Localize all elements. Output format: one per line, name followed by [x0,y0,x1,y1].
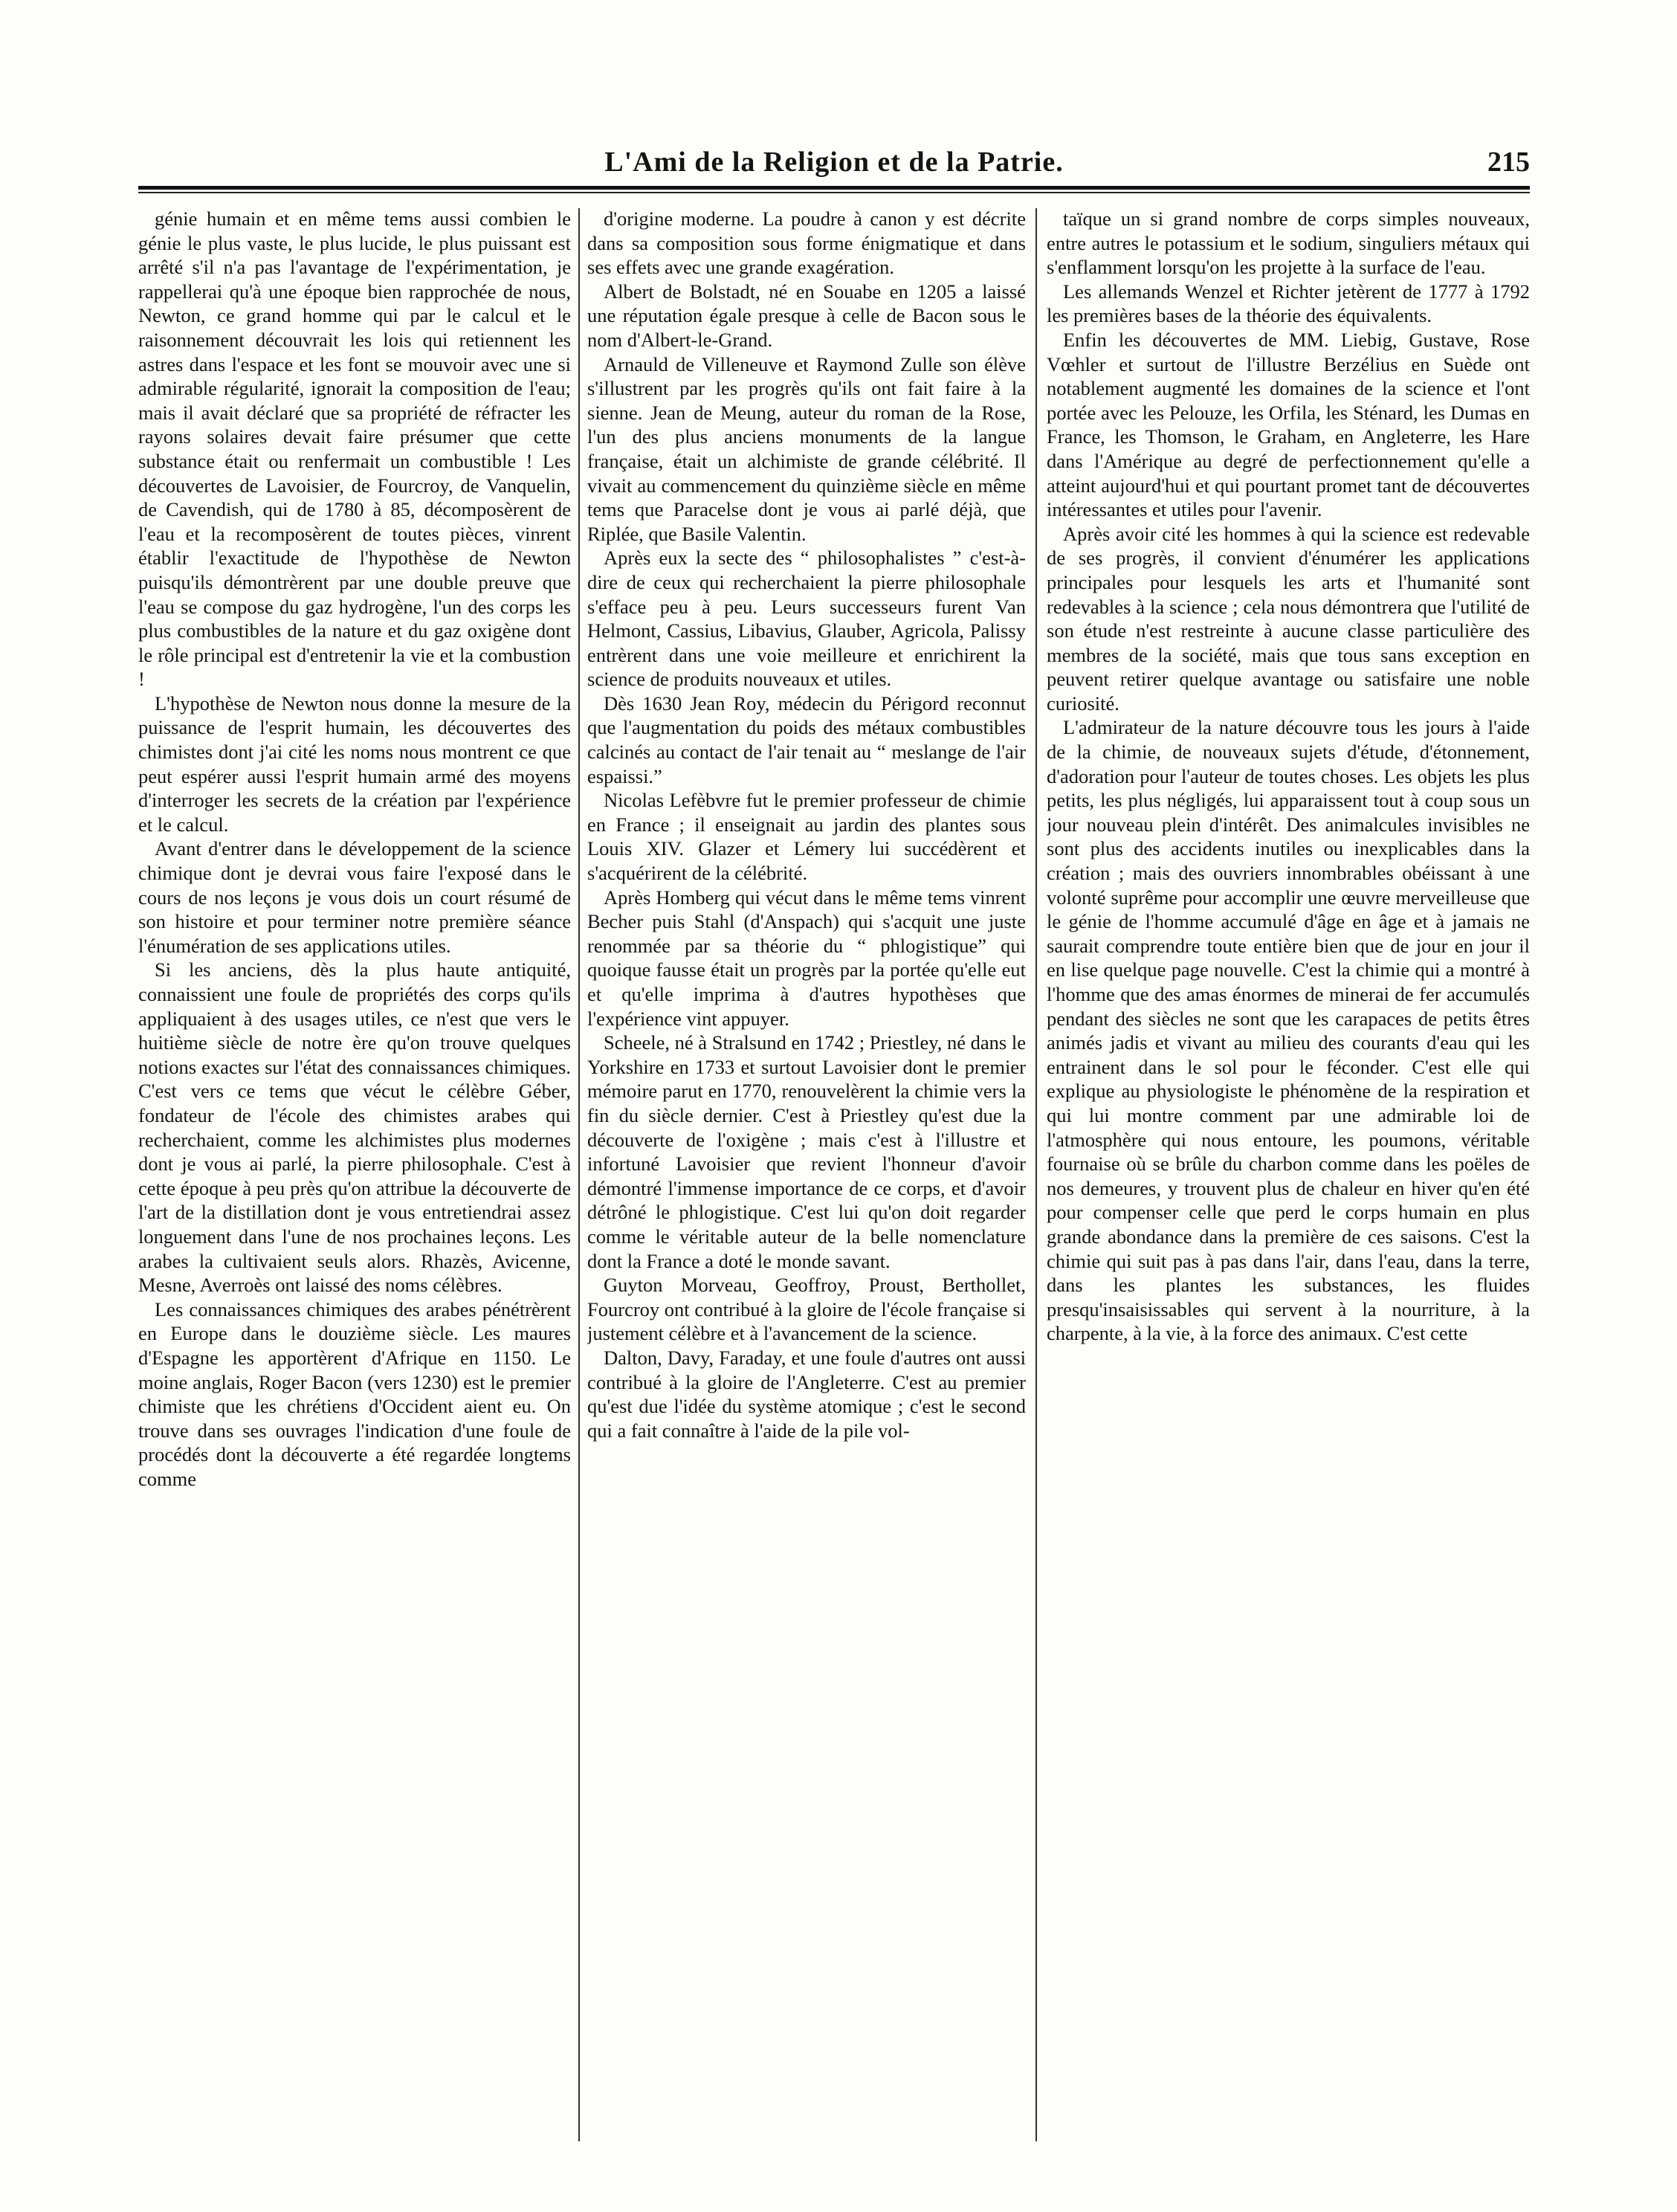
paragraph: Les connaissances chimiques des arabes pénétrèrent en Europe dans le douzième siècle. Les maures d'Espagne les apportèrent d'Afrique en 1150. Le moine anglais, Roger Bacon (vers 1230) est le premier chimiste que les chrétiens d'Occident aient eu. On trouve dans ses ouvrages l'indication d'une foule de procédés dont la découverte a été regardée longtems comme [138,1297,571,1490]
paragraph: Les allemands Wenzel et Richter jetèrent de 1777 à 1792 les premières bases de la théorie des équivalents. [1047,280,1530,327]
column-divider [1035,208,1037,2141]
paragraph: Dalton, Davy, Faraday, et une foule d'autres ont aussi contribué à la gloire de l'Angleterre. C'est au premier qu'est due l'idée du système atomique ; c'est le second qui a fait connaître à l'aide de la pile vol- [587,1346,1026,1442]
paragraph: Albert de Bolstadt, né en Souabe en 1205 a laissé une réputation égale presque à celle de Bacon sous le nom d'Albert-le-Grand. [587,280,1026,351]
header-rule-thin [138,192,1530,193]
paragraph: Après Homberg qui vécut dans le même tems vinrent Becher puis Stahl (d'Anspach) qui s'acquit une juste renommée par sa théorie du “ phlogistique” qui quoique fausse était un progrès par la portée qu'elle eut et qu'elle imprima à d'autres hypothèses que l'expérience vint appuyer. [587,886,1026,1030]
paragraph: génie humain et en même tems aussi combien le génie le plus vaste, le plus lucide, le plus puissant est arrêté s'il n'a pas l'avantage de l'expérimentation, je rappellerai qu'à une époque bien rapprochée de nous, Newton, ce grand homme qui par le calcul et le raisonnement découvrait les lois qui retiennent les astres dans l'espace et les font se mouvoir avec une si admirable régularité, ignorait la composition de l'eau; mais il avait déclaré que sa propriété de réfracter les rayons solaires devait faire présumer que cette substance était ou renfermait un combustible ! Les découvertes de Lavoisier, de Fourcroy, de Vanquelin, de Cavendish, qui de 1780 à 85, décomposèrent de l'eau et la recomposèrent de toutes pièces, vinrent établir l'exactitude de l'hypothèse de Newton puisqu'ils démontrèrent par une double preuve que l'eau se compose du gaz hydrogène, l'un des corps les plus combustibles de la nature et du gaz oxigène dont le rôle principal est d'entretenir la vie et la combustion ! [138,207,571,691]
paragraph: Dès 1630 Jean Roy, médecin du Périgord reconnut que l'augmentation du poids des métaux combustibles calcinés au contact de l'air tenait au “ meslange de l'air espaissi.” [587,691,1026,787]
paragraph: Nicolas Lefèbvre fut le premier professeur de chimie en France ; il enseignait au jardin des plantes sous Louis XIV. Glazer et Lémery lui succédèrent et s'acquérirent de la célébrité. [587,789,1026,885]
paragraph: Scheele, né à Stralsund en 1742 ; Priestley, né dans le Yorkshire en 1733 et surtout Lavoisier dont le premier mémoire parut en 1770, renouvelèrent la chimie vers la fin du siècle dernier. C'est à Priestley qu'est due la découverte de l'oxigène ; mais c'est à l'illustre et infortuné Lavoisier que revient l'honneur d'avoir démontré l'immense importance de ce corps, et d'avoir détrôné le phlogistique. C'est lui qu'on doit regarder comme le véritable auteur de la belle nomenclature dont la France a doté le monde savant. [587,1031,1026,1272]
paragraph: Enfin les découvertes de MM. Liebig, Gustave, Rose Vœhler et surtout de l'illustre Berzélius en Suède ont notablement augmenté les domaines de la science et l'ont portée avec les Pelouze, les Orfila, les Sténard, les Dumas en France, les Thomson, le Graham, en Angleterre, les Hare dans l'Amérique au degré de perfectionnement qu'elle a atteint aujourd'hui et qui pourtant promet tant de découvertes intéressantes et utiles pour l'avenir. [1047,328,1530,521]
text-column-3 [1047,207,1530,2155]
paragraph: L'admirateur de la nature découvre tous les jours à l'aide de la chimie, de nouveaux sujets d'étude, d'étonnement, d'adoration pour l'auteur de toutes choses. Les objets les plus petits, les plus négligés, lui apparaissent tout à coup sous un jour nouveau plein d'intérêt. Des animalcules invisibles ne sont plus des accidents inutiles ou inexplicables dans la création ; mais des ouvriers innombrables obéissant à une volonté suprême pour accomplir une œuvre merveilleuse que le génie de l'homme accumulé d'âge en âge et à jamais ne saurait comprendre toute entière bien que de jour en jour il en lise quelque page nouvelle. C'est la chimie qui a montré à l'homme que des amas énormes de minerai de fer accumulés pendant des siècles ne sont que les carapaces de petits êtres animés jadis et vivant au milieu des courants d'eau qui les entrainent dans le sol pour le féconder. C'est elle qui explique au physiologiste le phénomène de la respiration et qui lui montre comment par une admirable loi de l'atmosphère qui nous entoure, les poumons, véritable fournaise où se brûle du charbon comme dans les poëles de nos demeures, y trouvent plus de chaleur en hiver qu'en été pour compenser celle que perd le corps humain en plus grande abondance dans la première de ces saisons. C'est la chimie qui suit pas à pas dans l'air, dans l'eau, dans la terre, dans les plantes les substances, les fluides presqu'insaisissables qui servent à la nourriture, à la charpente, à la vie, à la force des animaux. C'est cette [1047,716,1530,1345]
header-rule-thick [138,186,1530,190]
column-divider [578,208,580,2141]
paragraph: d'origine moderne. La poudre à canon y est décrite dans sa composition sous forme énigmatique et dans ses effets avec une grande exagération. [587,207,1026,279]
page-number: 215 [1487,146,1530,178]
text-column-1 [138,207,571,2155]
paragraph: Guyton Morveau, Geoffroy, Proust, Berthollet, Fourcroy ont contribué à la gloire de l'école française si justement célèbre et à l'avancement de la science. [587,1274,1026,1345]
paragraph: Arnauld de Villeneuve et Raymond Zulle son élève s'illustrent par les progrès qu'ils ont fait faire à la sienne. Jean de Meung, auteur du roman de la Rose, l'un des plus anciens monuments de la langue française, était un alchimiste de grande célébrité. Il vivait au commencement du quinzième siècle en même tems que Paracelse dont je vous ai parlé déjà, que Riplée, que Basile Valentin. [587,352,1026,545]
paragraph: Après eux la secte des “ philosophalistes ” c'est-à-dire de ceux qui recherchaient la pierre philosophale s'efface peu à peu. Leurs successeurs furent Van Helmont, Cassius, Libavius, Glauber, Agricola, Palissy entrèrent dans une voie meilleure et enrichirent la science de produits nouveaux et utiles. [587,546,1026,691]
paragraph: Avant d'entrer dans le développement de la science chimique dont je devrai vous faire l'exposé dans le cours de nos leçons je vous dois un court résumé de son histoire et pour terminer notre première séance l'énumération de ses applications utiles. [138,837,571,957]
text-column-2 [587,207,1026,2155]
running-title: L'Ami de la Religion et de la Patrie. [604,146,1064,178]
page-header [138,146,1530,184]
paragraph: Si les anciens, dès la plus haute antiquité, connaissient une foule de propriétés des corps qu'ils appliquaient à des usages utiles, ce n'est que vers le huitième siècle de notre ère qu'on trouve quelques notions exactes sur l'état des connaissances chimiques. C'est vers ce tems que vécut le célèbre Géber, fondateur de l'école des chimistes arabes qui recherchaient, comme les alchimistes plus modernes dont je vous ai parlé, la pierre philosophale. C'est à cette époque à peu près qu'on attribue la découverte de l'art de la distillation dont je vous entretiendrai assez longuement dans l'une de nos prochaines leçons. Les arabes la cultivaient seuls alors. Rhazès, Avicenne, Mesne, Averroès ont laissé des noms célèbres. [138,958,571,1297]
paragraph: Après avoir cité les hommes à qui la science est redevable de ses progrès, il convient d'énumérer les applications principales pour lesquels les arts et l'humanité sont redevables à la science ; cela nous démontrera que l'utilité de son étude n'est restreinte à aucune classe particulière des membres de la société, mais que tous sans exception en peuvent retirer quelque avantage ou satisfaire une noble curiosité. [1047,522,1530,715]
paragraph: L'hypothèse de Newton nous donne la mesure de la puissance de l'esprit humain, les découvertes des chimistes dont j'ai cité les noms nous montrent ce que peut espérer aussi l'esprit humain armé des moyens d'interroger les secrets de la création par l'expérience et le calcul. [138,691,571,836]
paragraph: taïque un si grand nombre de corps simples nouveaux, entre autres le potassium et le sodium, singuliers métaux qui s'enflamment lorsqu'on les projette à la surface de l'eau. [1047,207,1530,279]
